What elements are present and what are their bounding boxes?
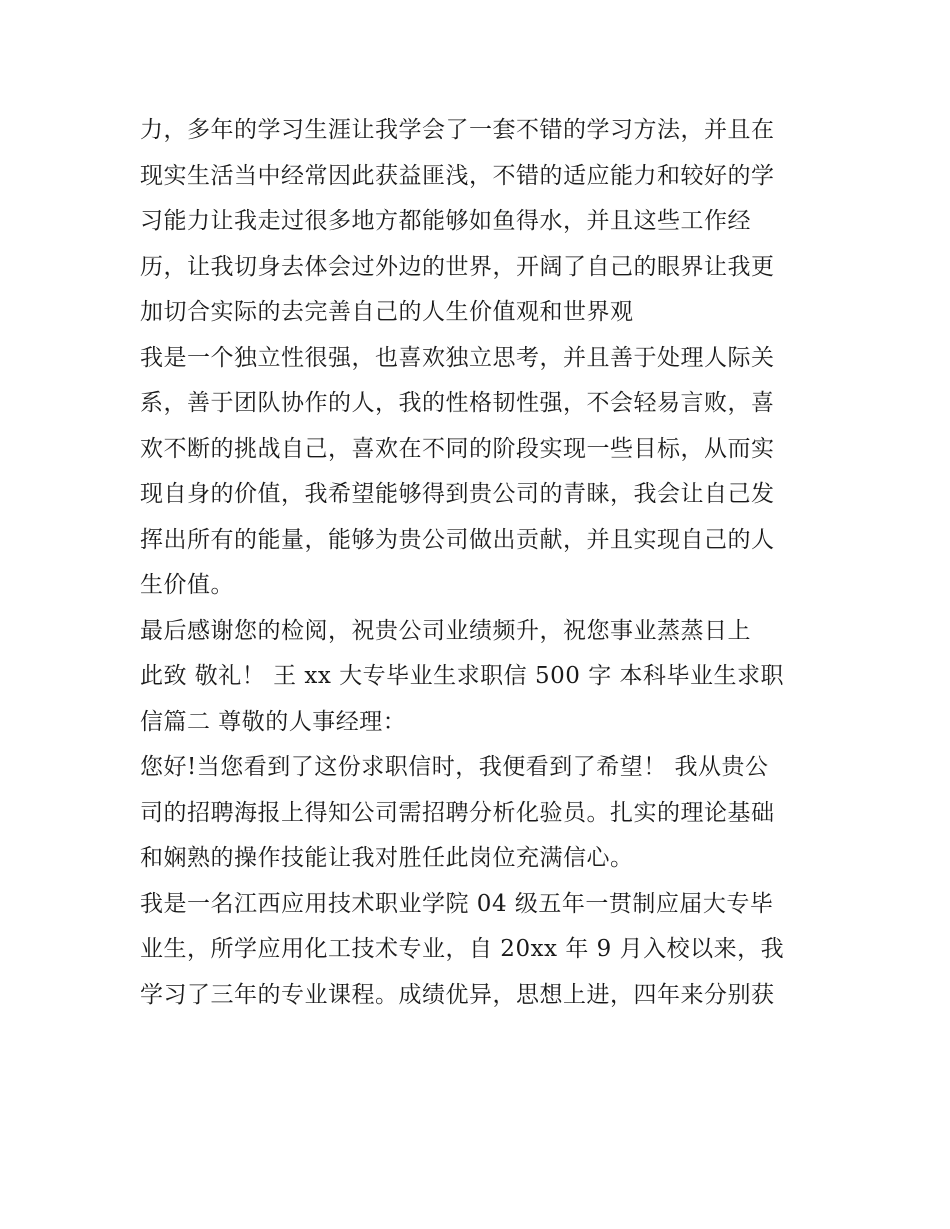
text-line: 生价值。 xyxy=(140,572,234,598)
text-line: 我是一名江西应用技术职业学院 04 级五年一贯制应届大专毕 xyxy=(140,890,774,917)
text-line: 挥出所有的能量，能够为贵公司做出贡献，并且实现自己的人 xyxy=(140,526,775,553)
text-line: 现自身的价值，我希望能够得到贵公司的青睐，我会让自己发 xyxy=(140,481,775,507)
text-line: 力，多年的学习生涯让我学会了一套不错的学习方法，并且在 xyxy=(140,117,775,143)
text-line: 和娴熟的操作技能让我对胜任此岗位充满信心。 xyxy=(140,845,634,871)
text-line: 信篇二 尊敬的人事经理： xyxy=(140,708,407,735)
text-line: 习能力让我走过很多地方都能够如鱼得水，并且这些工作经 xyxy=(140,208,751,234)
text-line: 您好!当您看到了这份求职信时，我便看到了希望！ 我从贵公 xyxy=(140,754,769,780)
text-line: 最后感谢您的检阅，祝贵公司业绩频升，祝您事业蒸蒸日上 xyxy=(140,617,751,644)
text-line: 历，让我切身去体会过外边的世界，开阔了自己的眼界让我更 xyxy=(140,253,775,280)
text-line: 业生，所学应用化工技术专业，自 20xx 年 9 月入校以来，我 xyxy=(140,936,785,962)
text-line: 学习了三年的专业课程。成绩优异，思想上进，四年来分别获 xyxy=(140,981,775,1008)
text-line: 系，善于团队协作的人，我的性格韧性强，不会轻易言败，喜 xyxy=(140,390,775,416)
text-line: 我是一个独立性很强，也喜欢独立思考，并且善于处理人际关 xyxy=(140,344,775,371)
text-line: 司的招聘海报上得知公司需招聘分析化验员。扎实的理论基础 xyxy=(140,799,775,826)
body-text xyxy=(140,108,820,1018)
text-line: 欢不断的挑战自己，喜欢在不同的阶段实现一些目标，从而实 xyxy=(140,435,775,462)
text-line: 现实生活当中经常因此获益匪浅，不错的适应能力和较好的学 xyxy=(140,162,775,189)
text-line: 此致 敬礼！ 王 xx 大专毕业生求职信 500 字 本科毕业生求职 xyxy=(140,663,785,689)
text-line: 加切合实际的去完善自己的人生价值观和世界观 xyxy=(140,299,634,325)
